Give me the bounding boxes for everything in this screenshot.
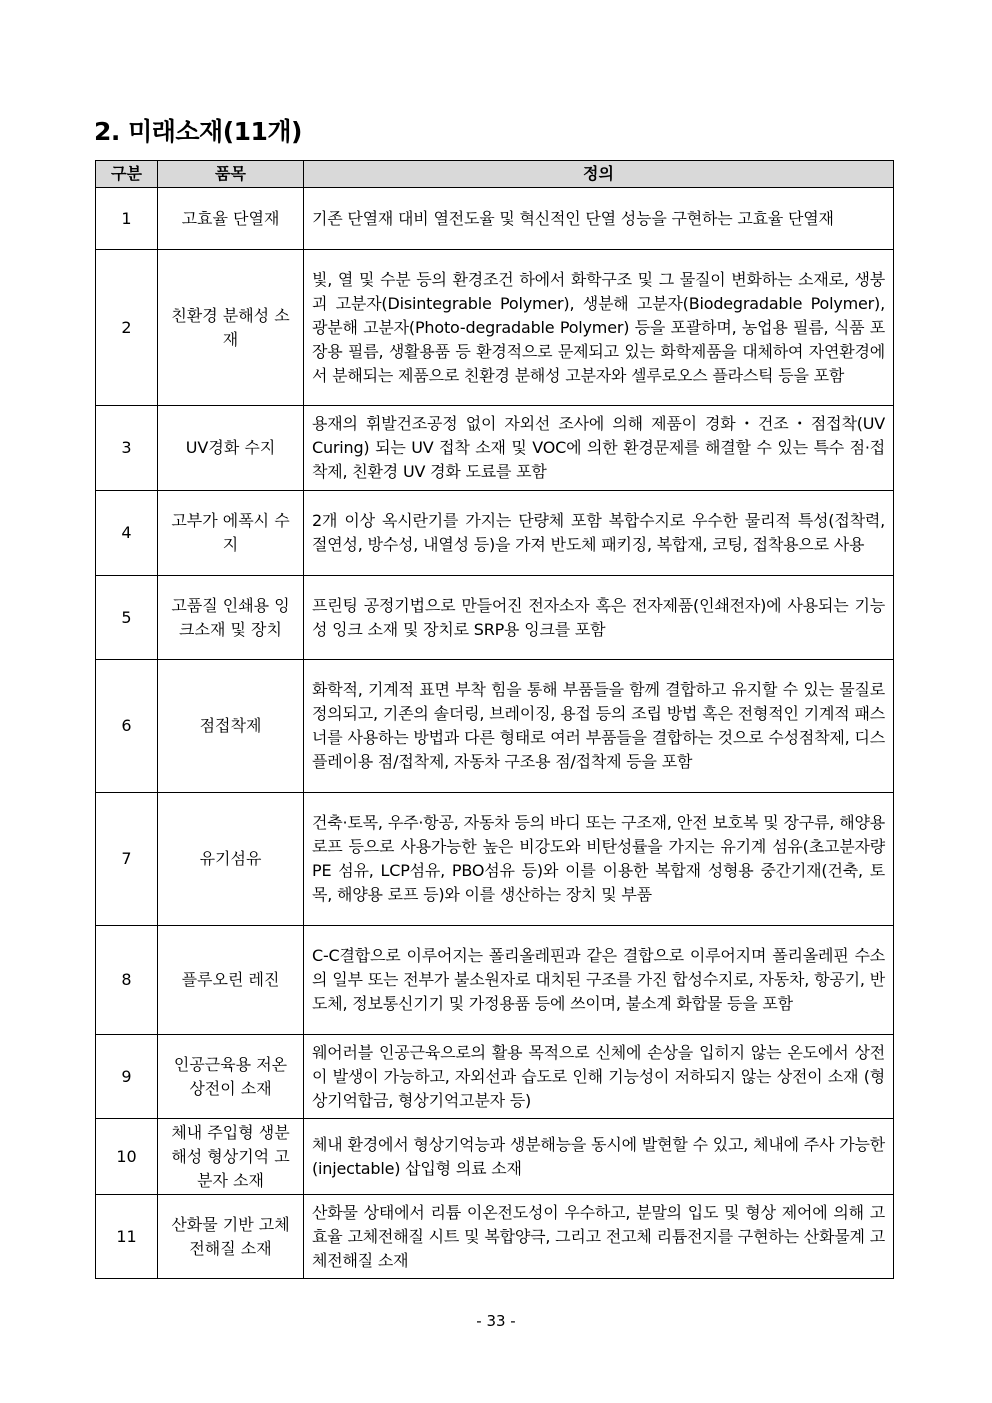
table-row — [96, 660, 894, 793]
row-number: 2 — [96, 250, 158, 406]
row-number: 9 — [96, 1035, 158, 1119]
row-definition: 웨어러블 인공근육으로의 활용 목적으로 신체에 손상을 입히지 않는 온도에서 상전이 발생이 가능하고, 자외선과 습도로 인해 기능성이 저하되지 않는 상전이 소재 (형상기억합금, 형상기억고분자 등) — [304, 1035, 894, 1119]
table-row — [96, 250, 894, 406]
page-number: - 33 - — [476, 1312, 516, 1330]
row-definition: 건축·토목, 우주·항공, 자동차 등의 바디 또는 구조재, 안전 보호복 및 장구류, 해양용 로프 등으로 사용가능한 높은 비강도와 비탄성률을 가지는 유기계 섬유(초고분자량PE 섬유, LCP섬유, PBO섬유 등)와 이를 이용한 복합재 성형용 중간기재(건축, 토목, 해양용 로프 등)와 이를 생산하는 장치 및 부품 — [304, 793, 894, 926]
row-item: 친환경 분해성 소재 — [158, 250, 304, 406]
row-number: 7 — [96, 793, 158, 926]
row-item: 인공근육용 저온 상전이 소재 — [158, 1035, 304, 1119]
row-definition: C-C결합으로 이루어지는 폴리올레핀과 같은 결합으로 이루어지며 폴리올레핀 수소의 일부 또는 전부가 불소원자로 대치된 구조를 가진 합성수지로, 자동차, 항공기, 반도체, 정보통신기기 및 가정용품 등에 쓰이며, 불소계 화합물 등을 포함 — [304, 926, 894, 1035]
row-item: 체내 주입형 생분해성 형상기억 고분자 소재 — [158, 1119, 304, 1195]
section-title: 2. 미래소재(11개) — [94, 117, 302, 146]
row-definition: 화학적, 기계적 표면 부착 힘을 통해 부품들을 함께 결합하고 유지할 수 있는 물질로 정의되고, 기존의 솔더링, 브레이징, 용접 등의 조립 방법 혹은 전형적인 기계적 패스너를 사용하는 방법과 다른 형태로 여러 부품들을 결합하는 것으로 수성점착제, 디스플레이용 점/접착제, 자동차 구조용 점/접착제 등을 포함 — [304, 660, 894, 793]
table-row — [96, 576, 894, 660]
header-definition: 정의 — [304, 161, 894, 188]
materials-table — [95, 160, 894, 1279]
row-number: 5 — [96, 576, 158, 660]
row-definition: 체내 환경에서 형상기억능과 생분해능을 동시에 발현할 수 있고, 체내에 주사 가능한(injectable) 삽입형 의료 소재 — [304, 1119, 894, 1195]
row-item: UV경화 수지 — [158, 406, 304, 491]
row-item: 고부가 에폭시 수지 — [158, 491, 304, 576]
row-number: 8 — [96, 926, 158, 1035]
row-item: 산화물 기반 고체전해질 소재 — [158, 1195, 304, 1279]
table-row — [96, 1195, 894, 1279]
row-number: 6 — [96, 660, 158, 793]
row-definition: 산화물 상태에서 리튬 이온전도성이 우수하고, 분말의 입도 및 형상 제어에 의해 고효율 고체전해질 시트 및 복합양극, 그리고 전고체 리튬전지를 구현하는 산화물계 고체전해질 소재 — [304, 1195, 894, 1279]
table-row — [96, 188, 894, 250]
row-number: 3 — [96, 406, 158, 491]
header-category: 구분 — [96, 161, 158, 188]
row-definition: 기존 단열재 대비 열전도율 및 혁신적인 단열 성능을 구현하는 고효율 단열재 — [304, 188, 894, 250]
table-row — [96, 406, 894, 491]
table-row — [96, 793, 894, 926]
row-item: 유기섬유 — [158, 793, 304, 926]
row-definition: 빛, 열 및 수분 등의 환경조건 하에서 화학구조 및 그 물질이 변화하는 소재로, 생붕괴 고분자(Disintegrable Polymer), 생분해 고분자(Biodegradable Polymer), 광분해 고분자(Photo-degradable Polymer) 등을 포괄하며, 농업용 필름, 식품 포장용 필름, 생활용품 등 환경적으로 문제되고 있는 화학제품을 대체하여 자연환경에서 분해되는 제품으로 친환경 분해성 고분자와 셀루로오스 플라스틱 등을 포함 — [304, 250, 894, 406]
row-number: 11 — [96, 1195, 158, 1279]
row-number: 1 — [96, 188, 158, 250]
table-header-row — [96, 161, 894, 188]
row-number: 10 — [96, 1119, 158, 1195]
table-row — [96, 1035, 894, 1119]
row-definition: 용재의 휘발건조공정 없이 자외선 조사에 의해 제품이 경화・건조・점접착(UV Curing) 되는 UV 접착 소재 및 VOC에 의한 환경문제를 해결할 수 있는 특수 점·접착제, 친환경 UV 경화 도료를 포함 — [304, 406, 894, 491]
row-item: 점접착제 — [158, 660, 304, 793]
row-item: 플루오린 레진 — [158, 926, 304, 1035]
table-row — [96, 491, 894, 576]
row-item: 고효율 단열재 — [158, 188, 304, 250]
table-row — [96, 926, 894, 1035]
table-row — [96, 1119, 894, 1195]
row-definition: 2개 이상 옥시란기를 가지는 단량체 포함 복합수지로 우수한 물리적 특성(접착력, 절연성, 방수성, 내열성 등)을 가져 반도체 패키징, 복합재, 코팅, 접착용으로 사용 — [304, 491, 894, 576]
row-item: 고품질 인쇄용 잉크소재 및 장치 — [158, 576, 304, 660]
header-item: 품목 — [158, 161, 304, 188]
row-number: 4 — [96, 491, 158, 576]
row-definition: 프린팅 공정기법으로 만들어진 전자소자 혹은 전자제품(인쇄전자)에 사용되는 기능성 잉크 소재 및 장치로 SRP용 잉크를 포함 — [304, 576, 894, 660]
